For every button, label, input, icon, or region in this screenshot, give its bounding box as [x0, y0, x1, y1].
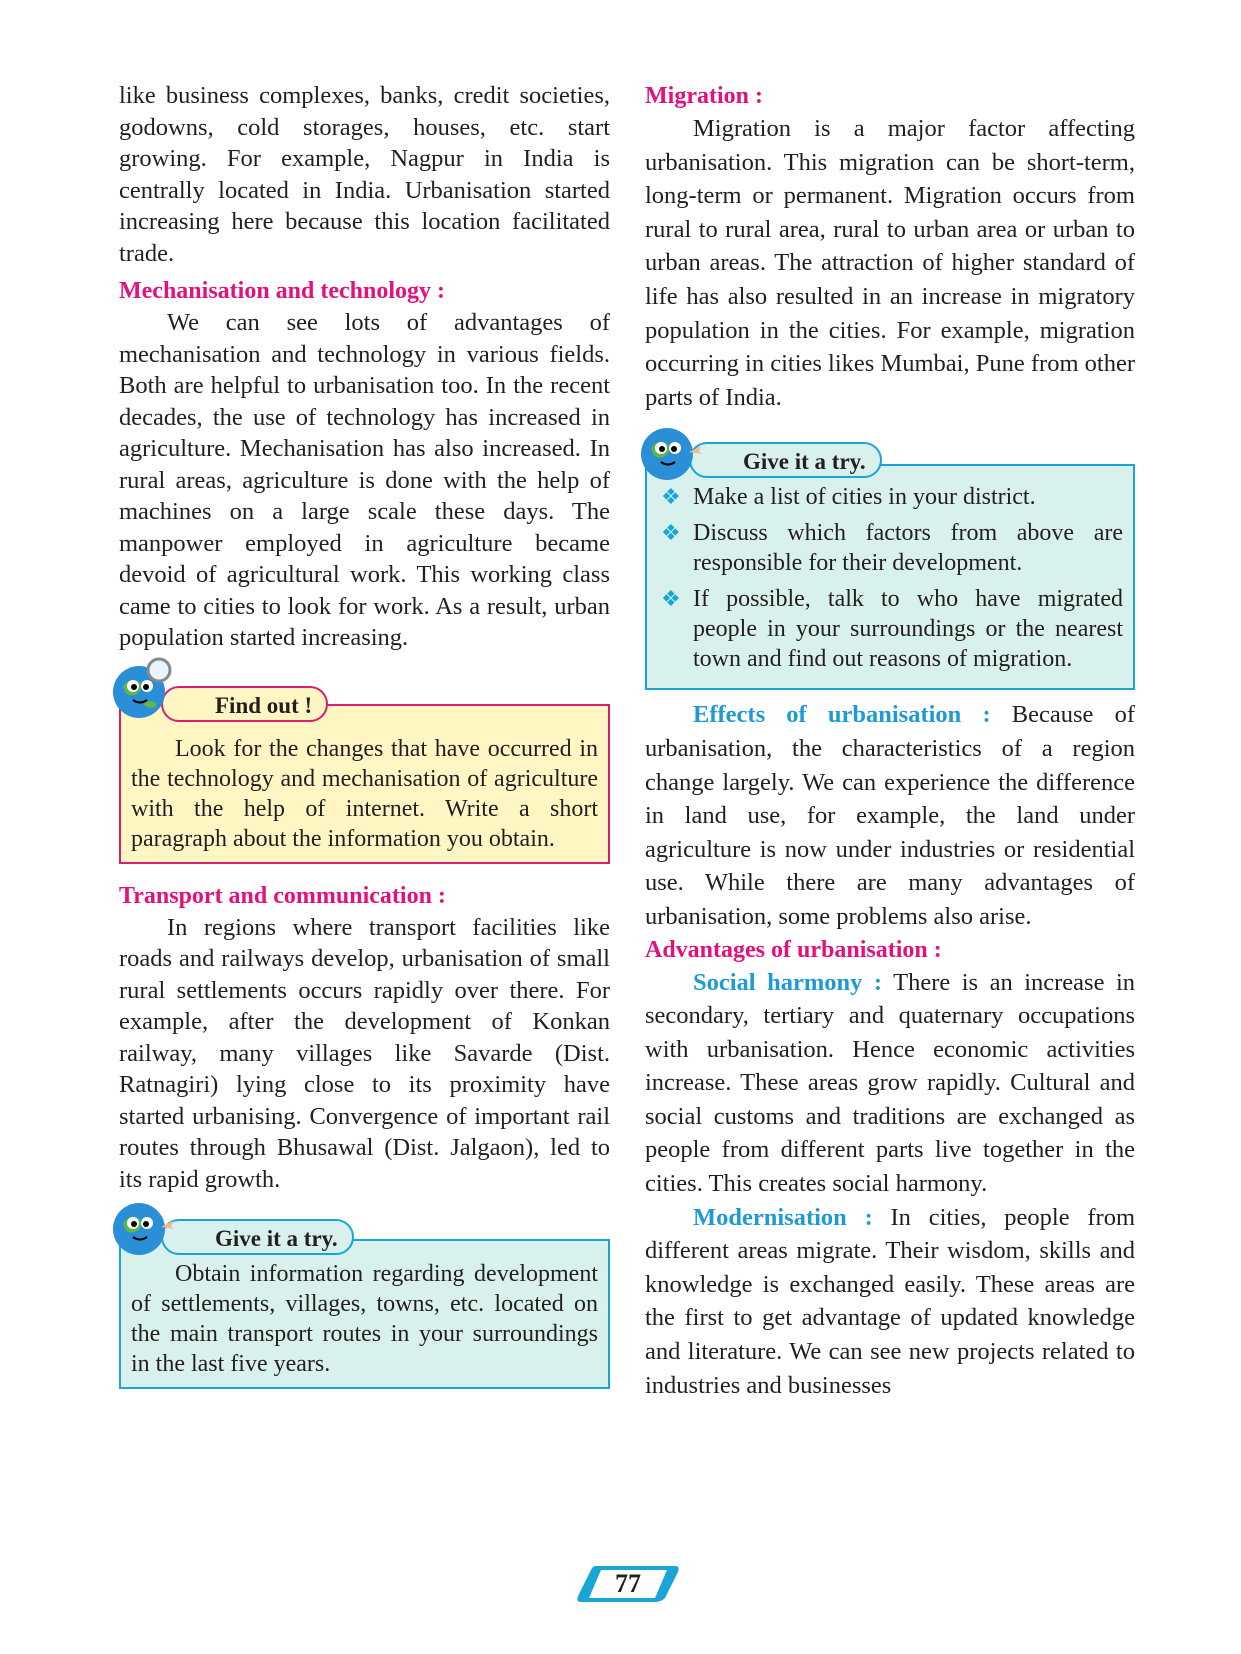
list-item: ❖ If possible, talk to who have migrated people in your surroundings or the nearest town and find out reasons of migration. [661, 586, 1123, 673]
globe-pointing-icon [109, 1193, 175, 1259]
effects-lead: Effects of urbanisation : [693, 701, 991, 729]
mechanisation-heading: Mechanisation and technology : [119, 278, 446, 304]
migration-paragraph: Migration is a major factor affecting urbanisation. This migration can be short-term, long-term or permanent. Migration occurs from rural to rural area, rural to urban area or urban to urban areas. The attraction of higher standard of life has also resulted in an increase in migratory population in the cities. For example, migration occurring in cities likes Mumbai, Pune from other parts of India. [645, 115, 1135, 411]
find-out-text: Look for the changes that have occurred in the technology and mechanisation of agriculture with the help of internet. Write a short paragraph about the information you obtain. [131, 735, 598, 852]
left-column [119, 80, 610, 1389]
find-out-label: Find out ! [161, 686, 328, 722]
give-it-a-try-box-left [119, 1226, 610, 1389]
diamond-bullet-icon: ❖ [661, 520, 681, 546]
give-it-a-try-label-right: Give it a try. [689, 442, 882, 478]
advantages-heading: Advantages of urbanisation : [645, 936, 942, 963]
intro-paragraph: like business complexes, banks, credit societies, godowns, cold storages, houses, etc. start growing. For example, Nagpur in India is centrally located in India. Urbanisation started increasing here because this location facilitated trade. [119, 82, 610, 267]
try-list [657, 482, 1123, 674]
transport-paragraph: In regions where transport facilities like roads and railways develop, urbanisation of small rural settlements occurs rapidly over there. For example, after the development of Konkan railway, many villages like Savarde (Dist. Ratnagiri) lying close to its proximity have started urbanising. Convergence of important rail routes through Bhusawal (Dist. Jalgaon), led to its rapid growth. [119, 913, 610, 1193]
migration-heading: Migration : [645, 83, 763, 109]
mechanisation-paragraph: We can see lots of advantages of mechanisation and technology in various fields. Both are helpful to urbanisation too. In the recent decades, the use of technology has increased in agriculture. Mechanisation has also increased. In rural areas, agriculture is done with the help of machines on a large scale these days. The manpower employed in agriculture became devoid of agricultural work. This working class came to cities to look for work. As a result, urban population started increasing. [119, 309, 610, 651]
globe-magnifier-icon [109, 656, 175, 722]
give-it-a-try-box-right [645, 449, 1135, 690]
diamond-bullet-icon: ❖ [661, 484, 681, 510]
social-harmony-paragraph: Social harmony : There is an increase in secondary, tertiary and quaternary occupations with urbanisation. Hence economic activities increase. These areas grow rapidly. Cultural and social customs and traditions are exchanged as people from different parts live together in the cities. This creates social harmony. [645, 968, 1136, 1198]
effects-paragraph: Effects of urbanisation : Because of urbanisation, the characteristics of a region change largely. We can experience the difference in land use, for example, the land under agriculture is now under industries or residential use. While there are many advantages of urbanisation, some problems also arise. [645, 701, 1135, 930]
globe-pointing-icon [637, 418, 703, 484]
page-number: 77 [615, 1569, 641, 1598]
page-number-badge [575, 1564, 681, 1604]
right-column [645, 80, 1135, 1402]
modernisation-lead: Modernisation : [693, 1203, 873, 1231]
find-out-box [119, 692, 610, 864]
give-it-a-try-text-left: Obtain information regarding development of settlements, villages, towns, etc. located on the main transport routes in your surroundings in the last five years. [131, 1261, 598, 1377]
list-item: ❖ Make a list of cities in your district. [661, 484, 1036, 511]
give-it-a-try-label: Give it a try. [161, 1219, 354, 1255]
diamond-bullet-icon: ❖ [661, 586, 681, 612]
social-harmony-lead: Social harmony : [693, 968, 883, 996]
modernisation-paragraph: Modernisation : In cities, people from different areas migrate. Their wisdom, skills and knowledge is exchanged easily. These areas are the first to get advantage of updated knowledge and literature. We can see new projects related to industries and businesses [645, 1203, 1136, 1399]
transport-heading: Transport and communication : [119, 882, 446, 909]
list-item: ❖ Discuss which factors from above are responsible for their development. [661, 520, 1123, 577]
